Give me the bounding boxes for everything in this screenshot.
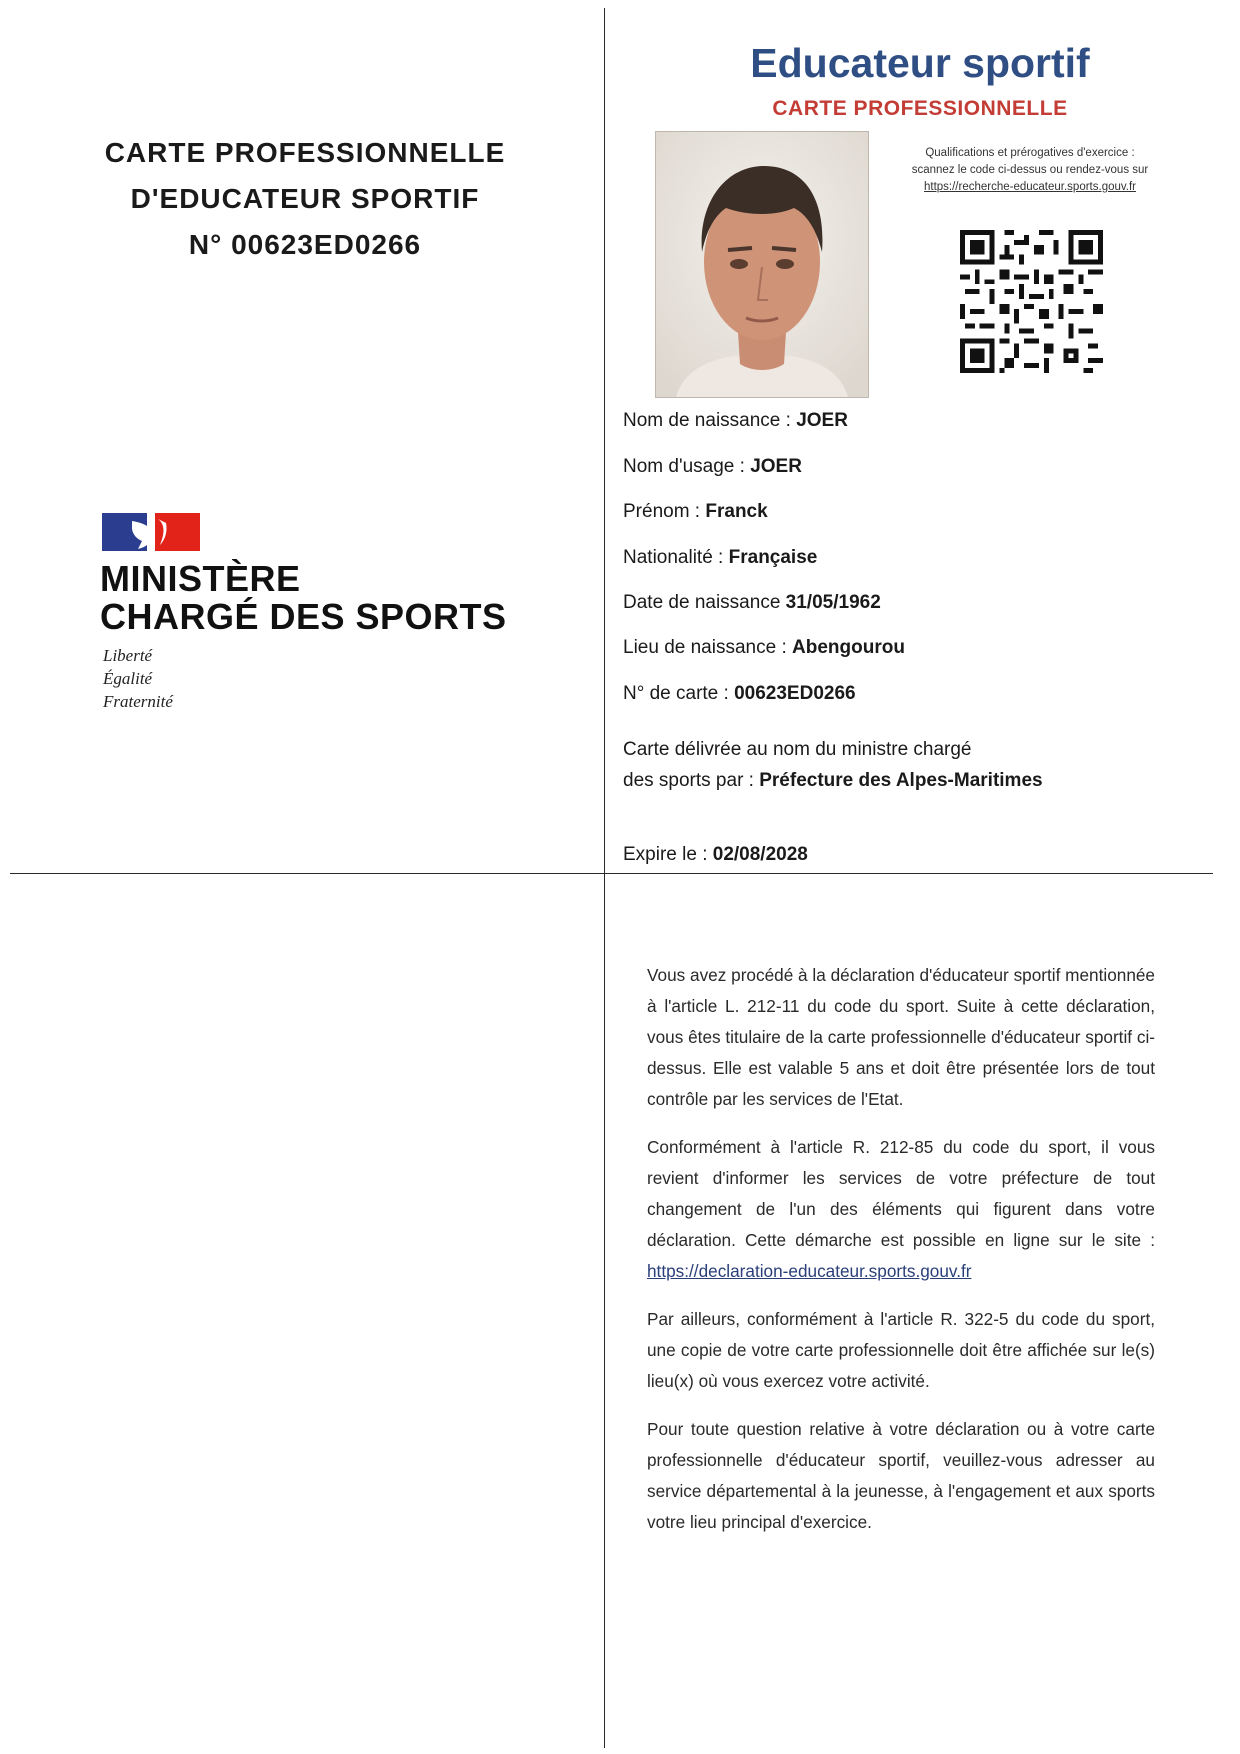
portrait-image <box>656 132 868 397</box>
notice-paragraph-1: Vous avez procédé à la déclaration d'éducateur sportif mentionnée à l'article L. 212-11 du code du sport. Suite à cette déclaration, vous êtes titulaire de la carte professionnelle d'éducateur sportif ci-dessus. Elle est valable 5 ans et doit être présentée lors de tout contrôle par les services de l'Etat. <box>647 965 1155 1109</box>
republic-motto <box>103 644 173 713</box>
vertical-fold-line <box>604 8 605 1748</box>
ministry-name <box>100 560 507 636</box>
card-header-subtitle: CARTE PROFESSIONNELLE <box>772 97 1068 120</box>
holder-photo <box>655 131 869 398</box>
birth-date-value: 31/05/1962 <box>785 592 881 613</box>
expiry-value: 02/08/2028 <box>712 844 808 865</box>
first-name-value: Franck <box>705 501 768 522</box>
usage-name-value: JOER <box>750 456 802 477</box>
field-birth-place: Lieu de naissance : Abengourou <box>623 637 905 658</box>
notice-paragraph-2: Conformément à l'article R. 212-85 du code du sport, il vous revient d'informer les services de votre préfecture de tout changement de l'un des éléments qui figurent dans votre déclaration. Cette démarche est possible en ligne sur le site : https://declaration-educateur.sports.gouv.fr <box>647 1137 1155 1281</box>
horizontal-fold-line <box>10 873 1213 874</box>
field-nationality: Nationalité : Française <box>623 547 818 568</box>
motto-fraternite: Fraternité <box>103 692 173 711</box>
birth-name-value: JOER <box>796 410 848 431</box>
qr-instructions-line1: Qualifications et prérogatives d'exercice : <box>925 147 1135 159</box>
card-title <box>70 130 540 268</box>
notice-text <box>647 960 1155 1555</box>
issuer-value: Préfecture des Alpes-Maritimes <box>759 770 1043 791</box>
field-expiry: Expire le : 02/08/2028 <box>623 844 808 865</box>
ministry-name-line2: CHARGÉ DES SPORTS <box>100 596 507 637</box>
card-title-line2: D'EDUCATEUR SPORTIF <box>130 183 480 214</box>
card-number-value: 00623ED0266 <box>734 683 856 704</box>
qr-lookup-link[interactable]: https://recherche-educateur.sports.gouv.fr <box>923 181 1136 193</box>
field-usage-name: Nom d'usage : JOER <box>623 456 802 477</box>
notice-paragraph-4: Pour toute question relative à votre déclaration ou à votre carte professionnelle d'éducateur sportif, veuillez-vous adresser au service départemental à la jeunesse, à l'engagement et aux sports votre lieu principal d'exercice. <box>647 1419 1155 1532</box>
ministry-name-line1: MINISTÈRE <box>100 558 301 599</box>
qr-instructions-line2: scannez le code ci-dessus ou rendez-vous sur <box>911 164 1149 176</box>
card-header-title: Educateur sportif <box>750 40 1090 86</box>
field-issuer: Carte délivrée au nom du ministre chargé des sports par : Préfecture des Alpes-Maritimes <box>623 739 1043 791</box>
field-birth-name: Nom de naissance : JOER <box>623 410 848 431</box>
nationality-value: Française <box>728 547 818 568</box>
marianne-flag-logo <box>102 513 200 551</box>
declaration-link[interactable]: https://declaration-educateur.sports.gouv.fr <box>647 1261 972 1281</box>
field-card-number: N° de carte : 00623ED0266 <box>623 683 856 704</box>
card-title-line1: CARTE PROFESSIONNELLE <box>104 137 506 168</box>
birth-place-value: Abengourou <box>792 637 905 658</box>
motto-liberte: Liberté <box>103 646 153 665</box>
notice-paragraph-3: Par ailleurs, conformément à l'article R. 322-5 du code du sport, une copie de votre carte professionnelle doit être affichée sur le(s) lieu(x) où vous exercez votre activité. <box>647 1309 1155 1391</box>
field-birth-date: Date de naissance 31/05/1962 <box>623 592 881 613</box>
qr-code[interactable] <box>960 230 1103 373</box>
qr-instructions <box>880 145 1180 196</box>
card-title-number: N° 00623ED0266 <box>188 229 422 260</box>
field-first-name: Prénom : Franck <box>623 501 768 522</box>
motto-egalite: Égalité <box>103 669 153 688</box>
